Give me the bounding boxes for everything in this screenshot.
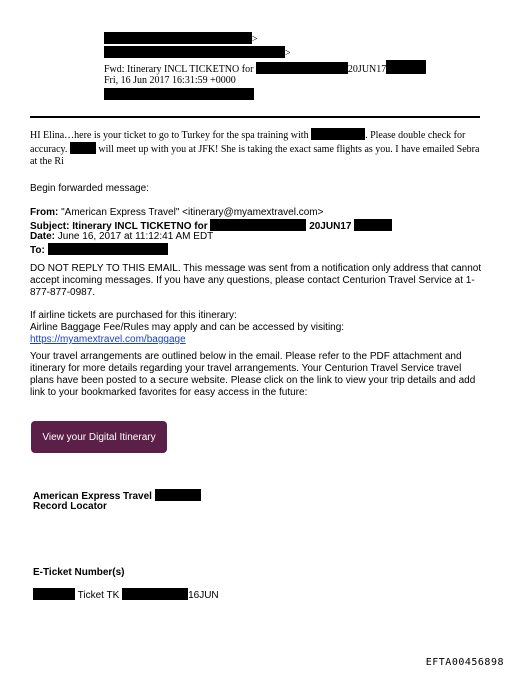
fwd-date-label: Date: <box>30 231 56 242</box>
redaction-block <box>311 128 365 140</box>
fwd-to-label: To: <box>30 245 45 256</box>
intro-message <box>30 128 480 168</box>
intro-part3: will meet up with you at JFK! She is taking the exact same flights as you. I have emailed Sebra at the Ri <box>30 144 480 167</box>
fwd-from-value: "American Express Travel" <itinerary@myamextravel.com> <box>61 207 324 218</box>
fwd-subject-suffix: 20JUN17 <box>309 221 352 232</box>
attachments-value <box>104 88 254 103</box>
arrangements-text: Your travel arrangements are outlined below in the email. Please refer to the PDF attachment and itinerary for more details regarding your travel arrangements. Your Centurion Travel Service travel plans have been posted to a secure website. Please click on the link to view your trip details and add link to your bookmarked favorites for easy access in the future: <box>30 351 476 398</box>
from-value <box>104 32 258 47</box>
airline-info <box>30 310 485 346</box>
date-value: Fri, 16 Jun 2017 16:31:59 +0000 <box>104 75 236 86</box>
subject-prefix: Fwd: Itinerary INCL TICKETNO for <box>104 64 254 75</box>
subject-suffix: 20JUN17 <box>347 64 387 75</box>
fwd-from-row <box>30 207 323 219</box>
ticket-label: Ticket TK <box>77 590 120 601</box>
eticket-row <box>33 588 219 602</box>
intro-part2: . Please double check for accuracy. <box>30 130 466 155</box>
no-reply-notice: DO NOT REPLY TO THIS EMAIL. This message was sent from a notification only address that cannot accept incoming messages. If you have any questions, please contact Centurion Travel Service at 1-877-877-0987. <box>30 263 482 298</box>
forwarded-title: Begin forwarded message: <box>30 183 149 194</box>
ticket-suffix: 16JUN <box>188 590 219 601</box>
redaction-block <box>210 219 306 231</box>
header-divider <box>30 116 480 118</box>
record-label-1: American Express Travel <box>33 491 152 502</box>
redaction-block <box>33 588 75 600</box>
redaction-block <box>354 219 392 231</box>
redaction-block <box>104 32 252 44</box>
redaction-block <box>70 142 96 154</box>
fwd-subject-label: Subject: Itinerary INCL TICKETNO for <box>30 221 208 232</box>
view-itinerary-button[interactable]: View your Digital Itinerary <box>31 421 167 453</box>
fwd-date-row <box>30 231 213 243</box>
airline-line1: If airline tickets are purchased for this itinerary: <box>30 310 237 321</box>
baggage-link[interactable]: https://myamextravel.com/baggage <box>30 334 186 345</box>
redaction-block <box>256 62 348 74</box>
redaction-block <box>104 88 254 100</box>
redaction-block <box>155 489 201 501</box>
to-suffix: > <box>285 48 291 59</box>
fwd-from-label: From: <box>30 207 59 218</box>
redaction-block <box>104 46 285 58</box>
from-suffix: > <box>252 34 258 45</box>
eticket-title: E-Ticket Number(s) <box>33 567 125 578</box>
fwd-to-row <box>30 243 168 257</box>
to-value <box>104 46 291 61</box>
fwd-date-value: June 16, 2017 at 11:12:41 AM EDT <box>57 231 214 242</box>
intro-part1: HI Elina…here is your ticket to go to Turkey for the spa training with <box>30 130 309 141</box>
bates-number: EFTA00456898 <box>425 657 504 668</box>
redaction-block <box>48 243 168 255</box>
redaction-block <box>122 588 188 600</box>
airline-line2: Airline Baggage Fee/Rules may apply and can be accessed by visiting: <box>30 322 345 333</box>
redaction-block <box>386 60 426 74</box>
record-line2: Record Locator <box>33 501 107 512</box>
